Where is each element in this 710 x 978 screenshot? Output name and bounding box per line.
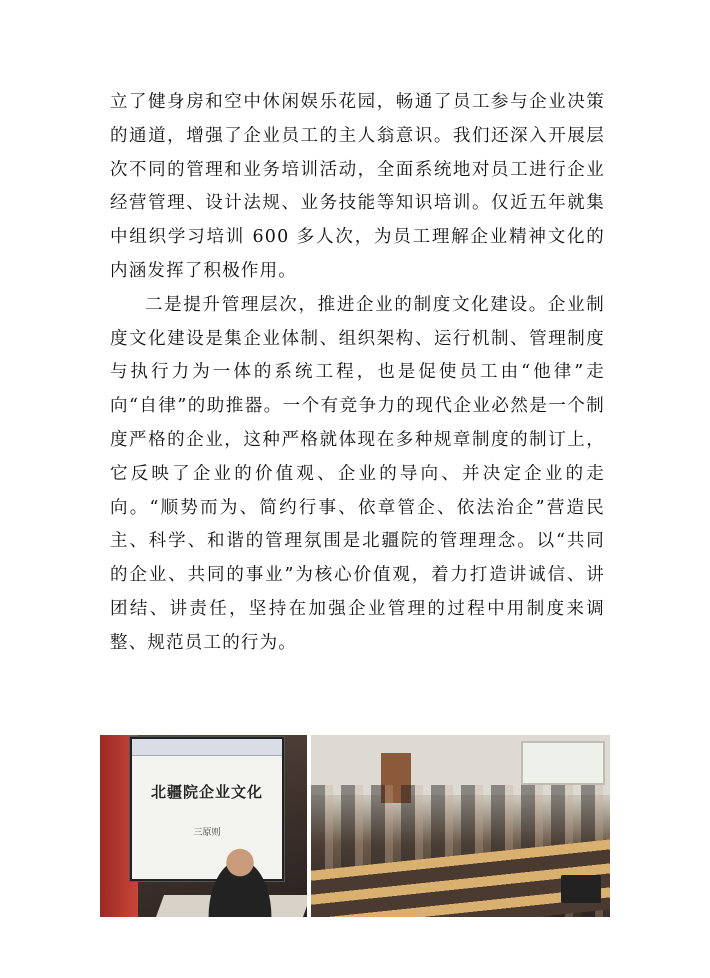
photo-presentation (100, 735, 307, 917)
paragraph-1: 立了健身房和空中休闲娱乐花园，畅通了员工参与企业决策的通道，增强了企业员工的主人翁意识。我们还深入开展层次不同的管理和业务培训活动，全面系统地对员工进行企业经营管理、设计法规、业务技能等知识培训。仅近五年就集中组织学习培训 600 多人次，为员工理解企业精神文化的内涵发挥了积极作用。 (110, 92, 605, 281)
laptop (561, 875, 601, 903)
presenter (200, 845, 280, 917)
slide-subtitle: 三原则 (193, 828, 221, 838)
slide-title: 北疆院企业文化 (150, 783, 263, 801)
room-window (521, 741, 605, 785)
paragraph-2: 二是提升管理层次，推进企业的制度文化建设。企业制度文化建设是集企业体制、组织架构、运行机制、管理制度与执行力为一体的系统工程，也是促使员工由“他律”走向“自律”的助推器。一个有竞争力的现代企业必然是一个制度严格的企业，这种严格就体现在多种规章制度的制订上，它反映了企业的价值观、企业的导向、并决定企业的走向。“顺势而为、简约行事、依章管企、依法治企”营造民主、科学、和谐的管理氛围是北疆院的管理理念。以“共同的企业、共同的事业”为核心价值观，着力打造讲诚信、讲团结、讲责任，坚持在加强企业管理的过程中用制度来调整、规范员工的行为。 (110, 294, 605, 653)
slide-toolbar (132, 739, 282, 756)
photo-row (100, 735, 610, 917)
photo-training-room (311, 735, 610, 917)
body-text (110, 86, 605, 661)
